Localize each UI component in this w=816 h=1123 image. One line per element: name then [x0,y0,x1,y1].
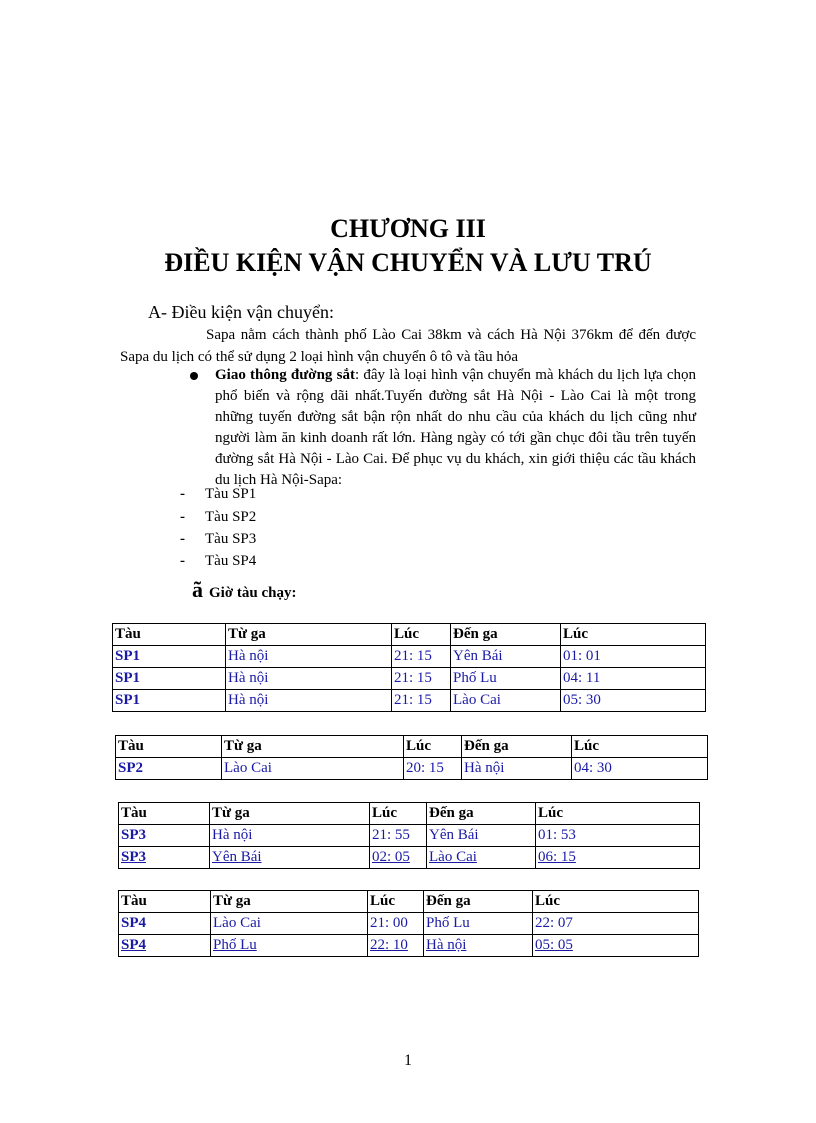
table-cell: 21: 15 [392,690,451,712]
table-header-cell: Đến ga [424,891,533,913]
table-cell: 05: 30 [561,690,706,712]
table-cell: Hà nội [226,646,392,668]
table-cell: SP1 [113,668,226,690]
table-header-cell: Lúc [368,891,424,913]
table-header-cell: Đến ga [462,736,572,758]
table-cell: 02: 05 [370,847,427,869]
section-heading: A- Điều kiện vận chuyển: [148,302,334,322]
table-cell: 04: 30 [572,758,708,780]
table-cell: 20: 15 [404,758,462,780]
chapter-title: ĐIỀU KIỆN VẬN CHUYỂN VÀ LƯU TRÚ [164,248,652,277]
table-cell: SP1 [113,690,226,712]
schedule-heading: ã Giờ tàu chạy: [192,577,297,602]
table-header-cell: Lúc [536,803,700,825]
timetable-sp2 [115,735,708,780]
table-header-row [116,736,708,758]
table-header-cell: Lúc [533,891,699,913]
table-cell: 22: 07 [533,913,699,935]
table-cell: 01: 01 [561,646,706,668]
table-cell: 05: 05 [533,935,699,957]
table-header-cell: Lúc [392,624,451,646]
table-cell: 06: 15 [536,847,700,869]
table-cell: SP4 [119,913,211,935]
table-cell: 22: 10 [368,935,424,957]
table-header-cell: Từ ga [222,736,404,758]
table-header-cell: Lúc [404,736,462,758]
timetable-sp4 [118,890,699,957]
table-cell: Phố Lu [424,913,533,935]
table-cell: Lào Cai [451,690,561,712]
timetable-sp1 [112,623,706,712]
bullet-icon [190,372,198,380]
bullet-body: : đây là loại hình vận chuyển mà khách du lịch lựa chọn phổ biến và rộng dãi nhất.Tuyến đường sắt Hà Nội - Lào Cai là một trong những tuyến đường sắt bận rộn nhất do nhu cầu của khách du lịch cũng như người làm ăn kinh doanh rất lớn. Hàng ngày có tới gần chục đôi tầu trên tuyến đường sắt Hà Nội - Lào Cai. Để phục vụ du khách, xin giới thiệu các tầu khách du lịch Hà Nội-Sapa: [215,367,696,488]
table-cell: Hà nội [462,758,572,780]
table-cell: Lào Cai [211,913,368,935]
table-header-row [119,803,700,825]
table-cell: Hà nội [424,935,533,957]
table-cell: Phố Lu [451,668,561,690]
table-cell: Phố Lu [211,935,368,957]
table-header-cell: Lúc [370,803,427,825]
table-row [113,668,706,690]
table-cell: 01: 53 [536,825,700,847]
table-row [113,690,706,712]
table-cell: Yên Bái [210,847,370,869]
table-header-cell: Tàu [119,891,211,913]
table-cell: SP2 [116,758,222,780]
table-row [116,758,708,780]
table-cell: Hà nội [226,668,392,690]
table-cell: Yên Bái [427,825,536,847]
intro-paragraph: Sapa nằm cách thành phố Lào Cai 38km và cách Hà Nội 376km để đến được Sapa du lịch có thể sử dụng 2 loại hình vận chuyển ô tô và tầu hỏa [120,327,696,365]
list-item: - Tàu SP2 [180,509,257,525]
table-cell: 21: 55 [370,825,427,847]
table-row [119,825,700,847]
list-item: - Tàu SP3 [180,531,257,547]
table-cell: 21: 15 [392,646,451,668]
table-cell: SP1 [113,646,226,668]
table-header-cell: Đến ga [427,803,536,825]
table-header-row [119,891,699,913]
table-cell: Lào Cai [427,847,536,869]
table-row [119,847,700,869]
table-row [119,913,699,935]
table-cell: 21: 15 [392,668,451,690]
table-header-cell: Tàu [113,624,226,646]
table-header-cell: Từ ga [211,891,368,913]
table-cell: 04: 11 [561,668,706,690]
list-item: - Tàu SP1 [180,486,257,502]
table-header-cell: Từ ga [226,624,392,646]
table-header-cell: Đến ga [451,624,561,646]
table-header-cell: Tàu [116,736,222,758]
chapter-number: CHƯƠNG III [330,214,486,243]
table-cell: SP3 [119,825,210,847]
table-header-cell: Tàu [119,803,210,825]
table-cell: Yên Bái [451,646,561,668]
table-row [119,935,699,957]
table-cell: Lào Cai [222,758,404,780]
list-item: - Tàu SP4 [180,553,257,569]
page-number: 1 [404,1052,412,1069]
table-cell: SP4 [119,935,211,957]
table-cell: 21: 00 [368,913,424,935]
table-cell: SP3 [119,847,210,869]
table-cell: Hà nội [210,825,370,847]
schedule-symbol-icon: ã [192,577,203,602]
bullet-title: Giao thông đường sắt [215,367,355,383]
table-cell: Hà nội [226,690,392,712]
table-header-cell: Từ ga [210,803,370,825]
table-row [113,646,706,668]
timetable-sp3 [118,802,700,869]
table-header-cell: Lúc [572,736,708,758]
table-header-cell: Lúc [561,624,706,646]
table-header-row [113,624,706,646]
